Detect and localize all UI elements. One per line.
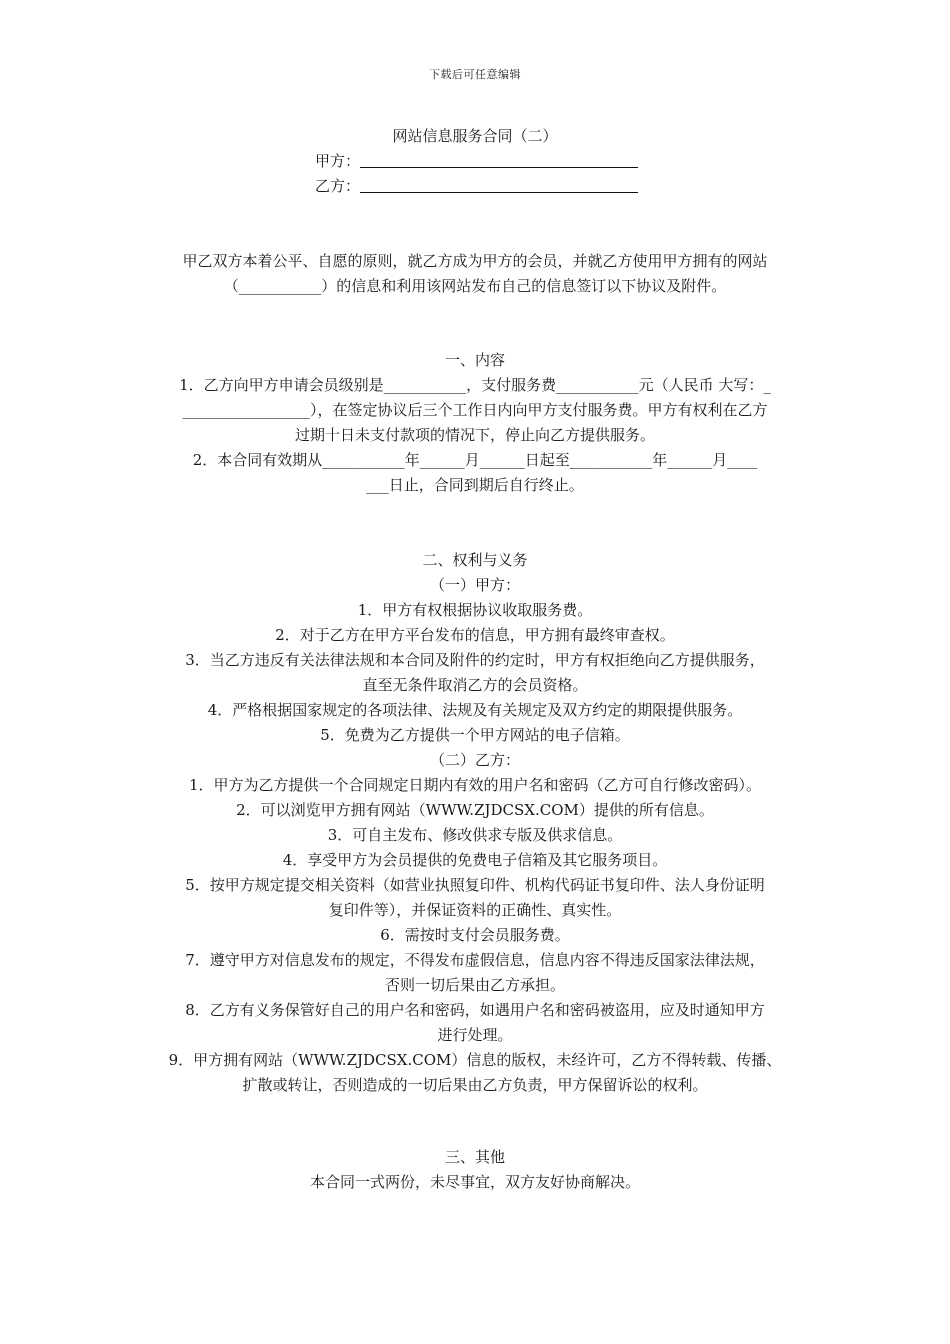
section-heading: 一、内容 <box>444 351 505 369</box>
section-other <box>130 1145 820 1195</box>
section-line: 1．乙方向甲方申请会员级别是___________，支付服务费___________元（人民币 大写：_ <box>179 376 771 394</box>
section-line: 2．对于乙方在甲方平台发布的信息，甲方拥有最终审查权。 <box>275 626 675 644</box>
section-line: 3．可自主发布、修改供求专版及供求信息。 <box>327 826 623 844</box>
section-line: 过期十日未支付款项的情况下，停止向乙方提供服务。 <box>294 426 655 444</box>
section-line: （一）甲方： <box>429 576 520 594</box>
intro-paragraph <box>130 249 820 299</box>
title-block <box>130 124 820 199</box>
party-a-blank <box>360 153 638 168</box>
section-line: 2．可以浏览甲方拥有网站（WWW.ZJDCSX.COM）提供的所有信息。 <box>236 801 714 819</box>
section-line: 5．按甲方规定提交相关资料（如营业执照复印件、机构代码证书复印件、法人身份证明 <box>185 876 765 894</box>
section-line: 3．当乙方违反有关法律法规和本合同及附件的约定时，甲方有权拒绝向乙方提供服务， <box>185 651 765 669</box>
contract-title: 网站信息服务合同（二） <box>392 127 558 145</box>
header-note: 下载后可任意编辑 <box>429 68 521 81</box>
intro-line: （___________）的信息和利用该网站发布自己的信息签订以下协议及附件。 <box>223 277 727 295</box>
party-b-label: 乙方： <box>315 177 361 195</box>
party-a-label: 甲方： <box>315 152 361 170</box>
section-line: 1．甲方为乙方提供一个合同规定日期内有效的用户名和密码（乙方可自行修改密码）。 <box>188 776 762 794</box>
section-line: 4．严格根据国家规定的各项法律、法规及有关规定及双方约定的期限提供服务。 <box>207 701 743 719</box>
party-a-line <box>130 149 820 174</box>
intro-line: 甲乙双方本着公平、自愿的原则，就乙方成为甲方的会员，并就乙方使用甲方拥有的网站 <box>182 252 768 270</box>
section-line: 复印件等），并保证资料的正确性、真实性。 <box>328 901 622 919</box>
section-line: 2．本合同有效期从___________年______月______日起至___________年______月____ <box>192 451 758 469</box>
section-line: 4．享受甲方为会员提供的免费电子信箱及其它服务项目。 <box>282 851 668 869</box>
section-line: 6．需按时支付会员服务费。 <box>380 926 570 944</box>
party-b-line <box>130 174 820 199</box>
section-line: ___日止，合同到期后自行终止。 <box>366 476 584 494</box>
section-line: _________________），在签定协议后三个工作日内向甲方支付服务费。甲方有权利在乙方 <box>182 401 768 419</box>
section-line: 5．免费为乙方提供一个甲方网站的电子信箱。 <box>320 726 630 744</box>
section-line: 否则一切后果由乙方承担。 <box>384 976 565 994</box>
section-heading: 二、权利与义务 <box>422 551 528 569</box>
section-line: 本合同一式两份，未尽事宜，双方友好协商解决。 <box>309 1173 640 1191</box>
section-line: 7．遵守甲方对信息发布的规定，不得发布虚假信息，信息内容不得违反国家法律法规， <box>185 951 765 969</box>
section-line: 扩散或转让，否则造成的一切后果由乙方负责，甲方保留诉讼的权利。 <box>242 1076 708 1094</box>
party-b-blank <box>360 178 638 193</box>
section-line: 9．甲方拥有网站（WWW.ZJDCSX.COM）信息的版权，未经许可，乙方不得转载、传播、 <box>168 1051 782 1069</box>
section-line: 8．乙方有义务保管好自己的用户名和密码，如遇用户名和密码被盗用，应及时通知甲方 <box>185 1001 765 1019</box>
section-line: 1．甲方有权根据协议收取服务费。 <box>357 601 593 619</box>
section-line: 直至无条件取消乙方的会员资格。 <box>362 676 588 694</box>
section-line: （二）乙方： <box>429 751 520 769</box>
section-heading: 三、其他 <box>444 1148 505 1166</box>
section-rights-obligations <box>130 548 820 1098</box>
section-content <box>130 348 820 498</box>
section-line: 进行处理。 <box>437 1026 513 1044</box>
